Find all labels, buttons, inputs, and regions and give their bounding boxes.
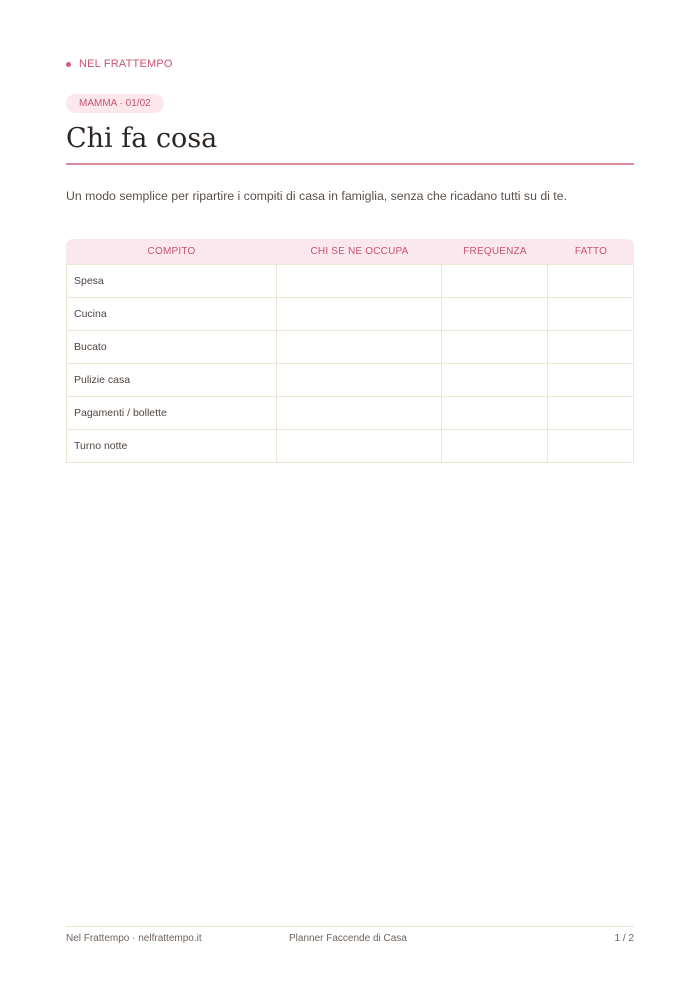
done-cell[interactable] [548, 331, 634, 364]
task-cell: Spesa [66, 264, 277, 298]
table-body [66, 264, 634, 463]
done-cell[interactable] [548, 298, 634, 331]
frequency-cell[interactable] [442, 264, 548, 298]
table-row [66, 397, 634, 430]
footer-site: Nel Frattempo · nelfrattempo.it [66, 933, 202, 944]
page-title: Chi fa cosa [66, 123, 218, 154]
owner-cell[interactable] [277, 298, 442, 331]
title-divider [66, 163, 634, 165]
owner-cell[interactable] [277, 331, 442, 364]
done-cell[interactable] [548, 397, 634, 430]
section-tag: MAMMA · 01/02 [66, 94, 164, 113]
table-row [66, 264, 634, 298]
frequency-cell[interactable] [442, 364, 548, 397]
task-cell: Pagamenti / bollette [66, 397, 277, 430]
done-cell[interactable] [548, 430, 634, 463]
task-cell: Turno notte [66, 430, 277, 463]
column-header-chi-se-ne-occupa: CHI SE NE OCCUPA [277, 239, 442, 264]
done-cell[interactable] [548, 364, 634, 397]
footer-page-number: 1 / 2 [614, 933, 634, 944]
owner-cell[interactable] [277, 364, 442, 397]
column-header-fatto: FATTO [548, 239, 634, 264]
frequency-cell[interactable] [442, 331, 548, 364]
brand-name: NEL FRATTEMPO [79, 58, 173, 70]
document-page [66, 0, 634, 990]
table-row [66, 331, 634, 364]
task-cell: Bucato [66, 331, 277, 364]
done-cell[interactable] [548, 264, 634, 298]
table-row [66, 364, 634, 397]
task-cell: Pulizie casa [66, 364, 277, 397]
footer-document-name: Planner Faccende di Casa [289, 933, 407, 944]
brand [66, 58, 173, 70]
chores-table [66, 239, 634, 463]
column-header-compito: COMPITO [66, 239, 277, 264]
owner-cell[interactable] [277, 264, 442, 298]
frequency-cell[interactable] [442, 298, 548, 331]
intro-text: Un modo semplice per ripartire i compiti di casa in famiglia, senza che ricadano tutti su di te. [66, 189, 567, 203]
bullet-dot-icon [66, 62, 71, 67]
task-cell: Cucina [66, 298, 277, 331]
frequency-cell[interactable] [442, 430, 548, 463]
column-header-frequenza: FREQUENZA [442, 239, 548, 264]
frequency-cell[interactable] [442, 397, 548, 430]
owner-cell[interactable] [277, 430, 442, 463]
footer-divider [66, 926, 634, 927]
table-header [66, 239, 634, 264]
owner-cell[interactable] [277, 397, 442, 430]
table-row [66, 430, 634, 463]
table-row [66, 298, 634, 331]
